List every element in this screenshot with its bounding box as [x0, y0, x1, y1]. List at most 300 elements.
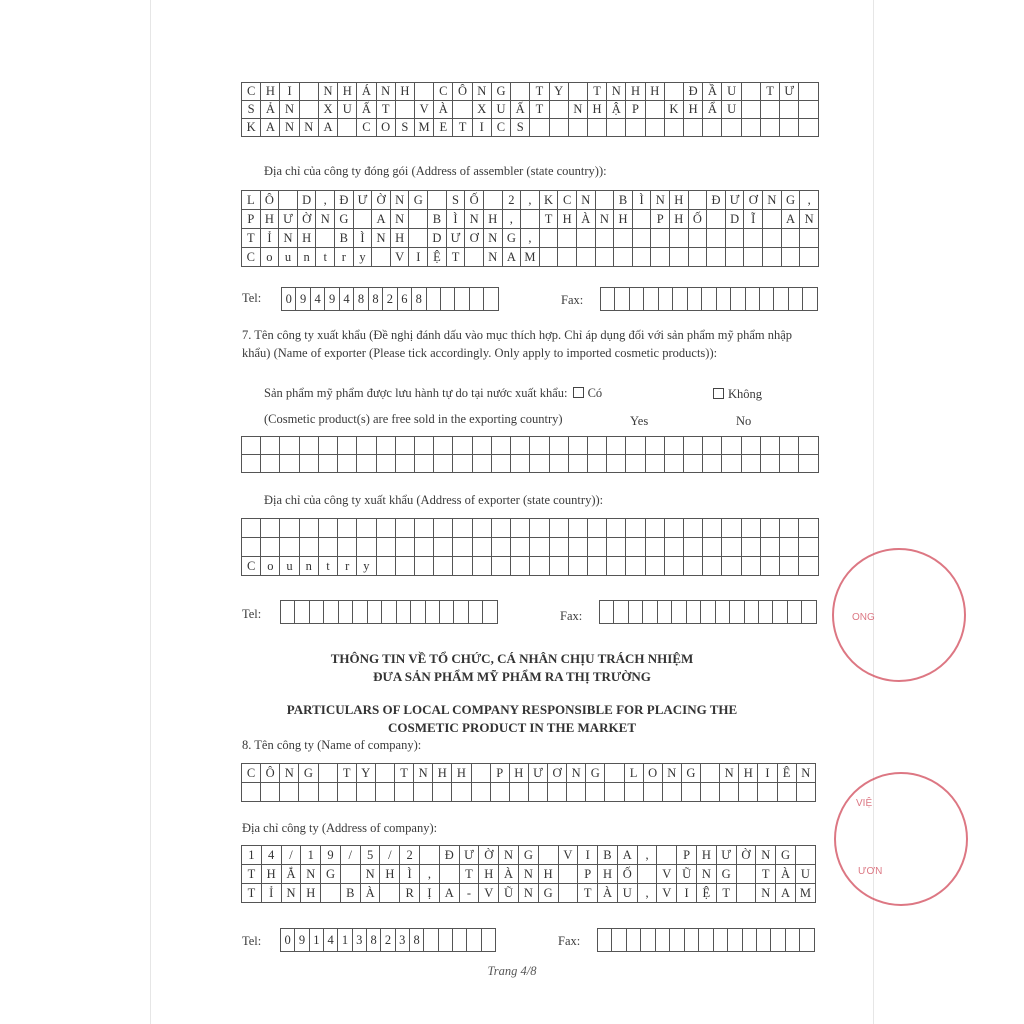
grid-cell: N	[662, 764, 681, 783]
grid-cell	[568, 538, 587, 557]
grid-cell	[800, 248, 819, 267]
grid-cell	[645, 437, 664, 455]
grid-cell	[549, 119, 568, 137]
grid-cell: ,	[637, 846, 657, 865]
grid-cell	[587, 519, 606, 538]
grid-cell	[716, 288, 730, 311]
grid-cell	[715, 601, 729, 624]
grid-cell: N	[720, 764, 739, 783]
grid-cell	[438, 929, 452, 952]
stamp-text-bottom-b: ƯƠN	[858, 866, 883, 877]
grid-cell: G	[409, 191, 428, 210]
grid-cell	[261, 455, 280, 473]
grid-row	[242, 846, 816, 865]
grid-cell	[299, 538, 318, 557]
grid-cell	[452, 929, 466, 952]
grid-cell	[725, 248, 744, 267]
grid-cell	[491, 437, 510, 455]
grid-cell	[530, 538, 549, 557]
grid-cell	[632, 248, 651, 267]
grid-cell	[587, 437, 606, 455]
grid-cell	[299, 101, 318, 119]
grid-cell	[380, 884, 400, 903]
grid-cell: T	[242, 884, 262, 903]
grid-row	[242, 865, 816, 884]
grid-cell	[713, 929, 727, 952]
grid-cell: 1	[242, 846, 262, 865]
grid-cell: I	[280, 83, 299, 101]
grid-cell: Đ	[335, 191, 354, 210]
grid-cell	[530, 437, 549, 455]
grid-cell: P	[578, 865, 598, 884]
grid-cell: 2	[383, 288, 397, 311]
grid-cell	[763, 229, 782, 248]
grid-cell	[722, 557, 741, 576]
grid-cell	[453, 519, 472, 538]
grid-cell: H	[390, 229, 409, 248]
grid-cell: U	[722, 83, 741, 101]
grid-cell: S	[242, 101, 261, 119]
grid-cell	[614, 248, 633, 267]
grid-cell: Ô	[260, 191, 279, 210]
grid-cell: H	[479, 865, 499, 884]
grid-cell	[439, 865, 459, 884]
no-label: No	[736, 414, 752, 428]
grid-cell: À	[499, 865, 519, 884]
grid-cell: 9	[296, 288, 310, 311]
grid-cell	[614, 229, 633, 248]
grid-cell: N	[518, 865, 538, 884]
grid-cell: S	[511, 119, 530, 137]
grid-cell: H	[433, 764, 452, 783]
grid-cell: Ũ	[677, 865, 697, 884]
grid-cell: Ì	[446, 210, 465, 229]
grid-cell: N	[279, 229, 298, 248]
grid-cell: À	[434, 101, 453, 119]
grid-cell	[722, 538, 741, 557]
company-name-grid	[241, 763, 816, 802]
grid-cell	[780, 519, 799, 538]
grid-cell	[338, 455, 357, 473]
grid-cell: G	[299, 764, 318, 783]
grid-cell: r	[338, 557, 357, 576]
grid-cell: t	[318, 557, 337, 576]
grid-cell	[673, 288, 687, 311]
company-address-grid	[241, 845, 816, 903]
grid-cell: Ư	[528, 764, 547, 783]
grid-cell	[681, 783, 700, 802]
grid-cell	[549, 557, 568, 576]
grid-cell	[612, 929, 626, 952]
grid-cell	[357, 437, 376, 455]
company-fax-grid	[597, 928, 815, 952]
grid-cell: H	[670, 191, 689, 210]
grid-cell	[511, 437, 530, 455]
assembler-address-grid	[241, 190, 819, 267]
grid-cell	[780, 437, 799, 455]
grid-cell: Ư	[716, 846, 736, 865]
grid-cell	[395, 437, 414, 455]
grid-cell	[309, 601, 323, 624]
grid-cell	[777, 783, 796, 802]
grid-cell	[353, 210, 372, 229]
grid-cell	[395, 557, 414, 576]
grid-cell	[688, 229, 707, 248]
grid-cell: 2	[381, 929, 395, 952]
grid-cell	[242, 437, 261, 455]
grid-cell: N	[651, 191, 670, 210]
grid-cell: C	[357, 119, 376, 137]
grid-cell	[558, 229, 577, 248]
grid-cell	[587, 557, 606, 576]
grid-cell: T	[453, 119, 472, 137]
grid-cell	[744, 601, 758, 624]
grid-cell	[434, 557, 453, 576]
grid-cell	[655, 929, 669, 952]
grid-cell: 4	[261, 846, 281, 865]
grid-cell: 8	[368, 288, 382, 311]
grid-cell	[626, 538, 645, 557]
grid-cell: Ơ	[744, 191, 763, 210]
grid-cell	[662, 783, 681, 802]
grid-cell	[356, 783, 375, 802]
grid-cell: N	[360, 865, 380, 884]
grid-cell: T	[395, 764, 414, 783]
grid-cell: U	[722, 101, 741, 119]
grid-cell: S	[395, 119, 414, 137]
grid-cell	[483, 601, 498, 624]
grid-cell	[568, 557, 587, 576]
grid-cell	[645, 455, 664, 473]
grid-cell	[703, 557, 722, 576]
grid-cell: t	[316, 248, 335, 267]
grid-cell: N	[376, 83, 395, 101]
grid-cell: N	[567, 764, 586, 783]
grid-cell: Ì	[632, 191, 651, 210]
grid-cell: H	[558, 210, 577, 229]
grid-cell	[469, 288, 483, 311]
grid-cell: Ư	[459, 846, 479, 865]
grid-cell: I	[758, 764, 777, 783]
khong-label: Không	[728, 387, 763, 401]
grid-cell	[318, 764, 337, 783]
grid-cell: U	[338, 101, 357, 119]
grid-cell: À	[776, 865, 796, 884]
grid-cell	[340, 865, 360, 884]
grid-cell	[491, 455, 510, 473]
grid-cell: N	[568, 101, 587, 119]
grid-cell	[279, 191, 298, 210]
grid-cell	[567, 783, 586, 802]
grid-cell: 3	[352, 929, 366, 952]
grid-cell	[434, 455, 453, 473]
grid-cell	[452, 783, 471, 802]
grid-cell	[395, 101, 414, 119]
grid-cell: /	[340, 846, 360, 865]
grid-cell	[367, 601, 381, 624]
grid-cell: G	[586, 764, 605, 783]
grid-cell	[626, 437, 645, 455]
grid-cell: G	[776, 846, 796, 865]
grid-cell	[414, 557, 433, 576]
grid-cell	[686, 601, 700, 624]
grid-cell	[760, 519, 779, 538]
grid-cell: Ầ	[703, 83, 722, 101]
grid-cell	[395, 519, 414, 538]
grid-cell	[781, 229, 800, 248]
grid-cell	[242, 538, 261, 557]
grid-cell	[664, 519, 683, 538]
red-stamp-bottom	[834, 772, 968, 906]
exporter-name-grid	[241, 436, 819, 473]
exporter-address-grid	[241, 518, 819, 576]
grid-cell	[338, 119, 357, 137]
grid-cell	[549, 519, 568, 538]
grid-cell	[511, 538, 530, 557]
grid-cell: N	[499, 846, 519, 865]
grid-cell	[318, 519, 337, 538]
grid-cell	[763, 210, 782, 229]
grid-cell	[664, 538, 683, 557]
grid-cell: 8	[354, 288, 368, 311]
grid-cell: C	[242, 83, 261, 101]
grid-cell: Ỉ	[260, 229, 279, 248]
grid-row	[242, 884, 816, 903]
grid-cell	[688, 191, 707, 210]
grid-cell	[607, 538, 626, 557]
grid-cell: N	[518, 884, 538, 903]
assembler-name-grid	[241, 82, 819, 137]
exporter-tel-grid	[280, 600, 498, 624]
grid-cell: N	[390, 191, 409, 210]
grid-cell: Ì	[400, 865, 420, 884]
grid-cell	[720, 783, 739, 802]
grid-cell	[299, 437, 318, 455]
assembler-fax-grid	[600, 287, 818, 311]
grid-cell	[670, 248, 689, 267]
grid-cell: I	[578, 846, 598, 865]
grid-cell	[626, 929, 640, 952]
grid-cell: H	[338, 83, 357, 101]
grid-cell	[318, 455, 337, 473]
grid-cell: H	[598, 865, 618, 884]
grid-cell	[468, 601, 482, 624]
grid-cell: M	[521, 248, 540, 267]
grid-cell	[607, 519, 626, 538]
grid-cell: Ả	[261, 101, 280, 119]
grid-cell	[357, 519, 376, 538]
grid-cell	[299, 83, 318, 101]
grid-cell	[409, 210, 428, 229]
grid-cell: H	[380, 865, 400, 884]
grid-cell	[632, 210, 651, 229]
grid-cell	[261, 783, 280, 802]
grid-cell: C	[434, 83, 453, 101]
exporter-tel-label: Tel:	[242, 607, 262, 621]
grid-cell: ,	[637, 884, 657, 903]
grid-cell: Y	[356, 764, 375, 783]
company-fax-label: Fax:	[558, 934, 581, 948]
grid-cell: Ờ	[479, 846, 499, 865]
grid-cell: N	[483, 229, 502, 248]
grid-cell	[688, 248, 707, 267]
grid-cell: Ư	[725, 191, 744, 210]
grid-cell	[657, 846, 677, 865]
grid-cell	[702, 288, 716, 311]
grid-cell	[664, 119, 683, 137]
grid-cell	[558, 248, 577, 267]
grid-cell: P	[490, 764, 509, 783]
grid-cell	[607, 119, 626, 137]
grid-cell	[684, 538, 703, 557]
grid-cell: G	[716, 865, 736, 884]
grid-cell	[409, 229, 428, 248]
grid-cell	[687, 288, 701, 311]
grid-cell	[722, 437, 741, 455]
grid-cell	[530, 557, 549, 576]
grid-row	[242, 101, 819, 119]
stamp-text-bottom-a: VIỆ	[856, 798, 873, 809]
grid-cell	[338, 519, 357, 538]
grid-cell	[472, 455, 491, 473]
grid-cell	[785, 929, 799, 952]
grid-cell: N	[318, 83, 337, 101]
company-tel-grid	[280, 928, 496, 952]
grid-cell	[664, 437, 683, 455]
grid-cell: U	[795, 865, 815, 884]
grid-cell	[376, 437, 395, 455]
grid-cell	[664, 557, 683, 576]
grid-cell	[280, 783, 299, 802]
grid-cell	[548, 783, 567, 802]
grid-cell	[576, 248, 595, 267]
grid-cell: A	[502, 248, 521, 267]
grid-cell	[672, 601, 686, 624]
grid-cell: ,	[316, 191, 335, 210]
grid-cell	[664, 455, 683, 473]
grid-cell	[440, 288, 454, 311]
grid-cell: O	[643, 764, 662, 783]
checkbox-khong[interactable]	[713, 388, 724, 399]
grid-cell: V	[657, 884, 677, 903]
grid-cell	[741, 519, 760, 538]
stamp-text-top: ONG	[852, 612, 875, 623]
grid-cell: Ư	[780, 83, 799, 101]
grid-cell: A	[617, 846, 637, 865]
checkbox-co[interactable]	[573, 387, 584, 398]
grid-cell	[756, 929, 770, 952]
grid-cell	[530, 455, 549, 473]
grid-cell	[657, 601, 671, 624]
grid-cell	[643, 783, 662, 802]
grid-cell: K	[664, 101, 683, 119]
grid-cell: T	[760, 83, 779, 101]
grid-cell	[587, 455, 606, 473]
grid-cell: A	[439, 884, 459, 903]
grid-cell: Ơ	[465, 229, 484, 248]
grid-cell	[261, 538, 280, 557]
grid-cell: Đ	[439, 846, 459, 865]
grid-cell: G	[491, 83, 510, 101]
grid-cell	[472, 538, 491, 557]
grid-cell	[261, 437, 280, 455]
grid-cell: Ì	[353, 229, 372, 248]
grid-cell	[799, 83, 819, 101]
grid-cell: Y	[549, 83, 568, 101]
grid-cell: B	[614, 191, 633, 210]
grid-cell: A	[372, 210, 391, 229]
grid-cell	[632, 229, 651, 248]
grid-cell: N	[280, 119, 299, 137]
grid-cell	[576, 229, 595, 248]
grid-cell: D	[297, 191, 316, 210]
grid-cell: 6	[397, 288, 411, 311]
grid-cell: G	[538, 884, 558, 903]
grid-cell: Ắ	[281, 865, 301, 884]
grid-cell	[472, 437, 491, 455]
grid-cell	[337, 783, 356, 802]
grid-cell	[375, 764, 394, 783]
grid-cell	[707, 229, 726, 248]
grid-cell	[607, 557, 626, 576]
grid-cell	[644, 288, 658, 311]
grid-cell	[684, 929, 698, 952]
grid-cell	[645, 119, 664, 137]
page-number: Trang 4/8	[487, 964, 537, 978]
grid-cell: Ư	[446, 229, 465, 248]
grid-cell: H	[261, 865, 281, 884]
grid-cell	[722, 119, 741, 137]
grid-cell	[472, 557, 491, 576]
grid-cell	[587, 538, 606, 557]
grid-cell	[375, 783, 394, 802]
grid-cell: N	[372, 229, 391, 248]
grid-cell	[701, 764, 720, 783]
grid-cell: À	[598, 884, 618, 903]
grid-cell	[629, 288, 643, 311]
grid-cell: V	[414, 101, 433, 119]
exporter-instructions: 7. Tên công ty xuất khẩu (Đề nghị đánh dấu vào mục thích hợp. Chỉ áp dụng đối với sản phẩm mỹ phẩm nhập khẩu) (Name of exporter (Please tick accordingly. Only apply to imported cosmetic products)):	[242, 328, 793, 360]
grid-cell: L	[624, 764, 643, 783]
grid-cell	[420, 846, 440, 865]
grid-cell: /	[281, 846, 301, 865]
grid-cell: 9	[325, 288, 339, 311]
grid-cell: P	[626, 101, 645, 119]
grid-cell	[395, 538, 414, 557]
assembler-tel-label: Tel:	[242, 291, 262, 305]
grid-cell	[760, 101, 779, 119]
grid-cell	[414, 519, 433, 538]
grid-cell: A	[781, 210, 800, 229]
grid-row	[242, 437, 819, 455]
grid-cell: N	[763, 191, 782, 210]
grid-cell	[781, 248, 800, 267]
grid-cell: Ố	[465, 191, 484, 210]
grid-cell	[411, 601, 425, 624]
grid-cell	[795, 846, 815, 865]
grid-cell	[338, 538, 357, 557]
grid-cell: T	[242, 229, 261, 248]
grid-row	[242, 248, 819, 267]
grid-row	[281, 601, 498, 624]
grid-cell	[758, 783, 777, 802]
grid-cell: T	[337, 764, 356, 783]
grid-cell: G	[502, 229, 521, 248]
grid-row	[242, 119, 819, 137]
grid-cell	[741, 119, 760, 137]
grid-cell: Ô	[261, 764, 280, 783]
grid-cell	[242, 519, 261, 538]
